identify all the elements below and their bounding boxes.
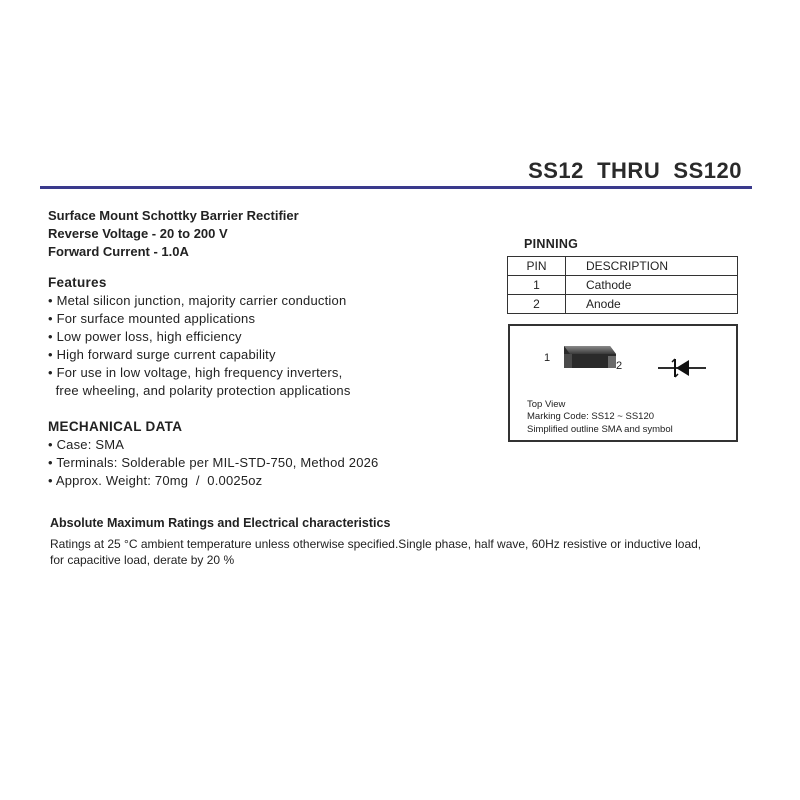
document-title: SS12 THRU SS120 <box>528 158 742 183</box>
list-item: free wheeling, and polarity protection applications <box>48 383 351 398</box>
features-heading: Features <box>48 275 107 290</box>
package-outline-box <box>508 324 738 442</box>
list-item: • Terminals: Solderable per MIL-STD-750, Method 2026 <box>48 455 379 470</box>
ratings-heading: Absolute Maximum Ratings and Electrical characteristics <box>50 516 391 530</box>
reverse-voltage-spec: Reverse Voltage - 20 to 200 V <box>48 226 228 241</box>
outline-note: Simplified outline SMA and symbol <box>527 424 673 435</box>
list-item: • Low power loss, high efficiency <box>48 329 242 344</box>
pin2-label: 2 <box>616 360 623 372</box>
pin-description-cell: Cathode <box>566 276 738 295</box>
ratings-line: Ratings at 25 °C ambient temperature unless otherwise specified.Single phase, half wave, 60Hz resistive or inductive load, <box>50 537 702 551</box>
top-view-note: Top View <box>527 399 566 410</box>
mechanical-list <box>48 436 378 490</box>
ratings-line: for capacitive load, derate by 20 % <box>50 553 235 567</box>
pin-description-cell: Anode <box>566 295 738 314</box>
table-row <box>508 295 738 314</box>
pinning-heading: PINNING <box>524 237 579 251</box>
column-header-pin: PIN <box>508 257 566 276</box>
pinning-table <box>507 256 738 314</box>
list-item: • For use in low voltage, high frequency inverters, <box>48 365 343 380</box>
ratings-conditions <box>50 536 770 568</box>
list-item: • Approx. Weight: 70mg / 0.0025oz <box>48 473 263 488</box>
features-list <box>48 292 351 400</box>
column-header-description: DESCRIPTION <box>566 257 738 276</box>
title-divider <box>40 186 752 189</box>
list-item: • For surface mounted applications <box>48 311 256 326</box>
product-description: Surface Mount Schottky Barrier Rectifier <box>48 208 299 223</box>
pin1-label: 1 <box>544 352 551 364</box>
forward-current-spec: Forward Current - 1.0A <box>48 244 189 259</box>
list-item: • Case: SMA <box>48 437 125 452</box>
list-item: • High forward surge current capability <box>48 347 276 362</box>
sma-package-icon <box>554 340 623 376</box>
pin-number-cell: 2 <box>508 295 566 314</box>
pin-number-cell: 1 <box>508 276 566 295</box>
marking-code-note: Marking Code: SS12 ~ SS120 <box>527 411 655 422</box>
mechanical-heading: MECHANICAL DATA <box>48 419 183 434</box>
list-item: • Metal silicon junction, majority carrier conduction <box>48 293 347 308</box>
diode-symbol-icon <box>658 356 706 380</box>
table-row <box>508 276 738 295</box>
table-header-row <box>508 257 738 276</box>
intro-block <box>48 207 299 261</box>
